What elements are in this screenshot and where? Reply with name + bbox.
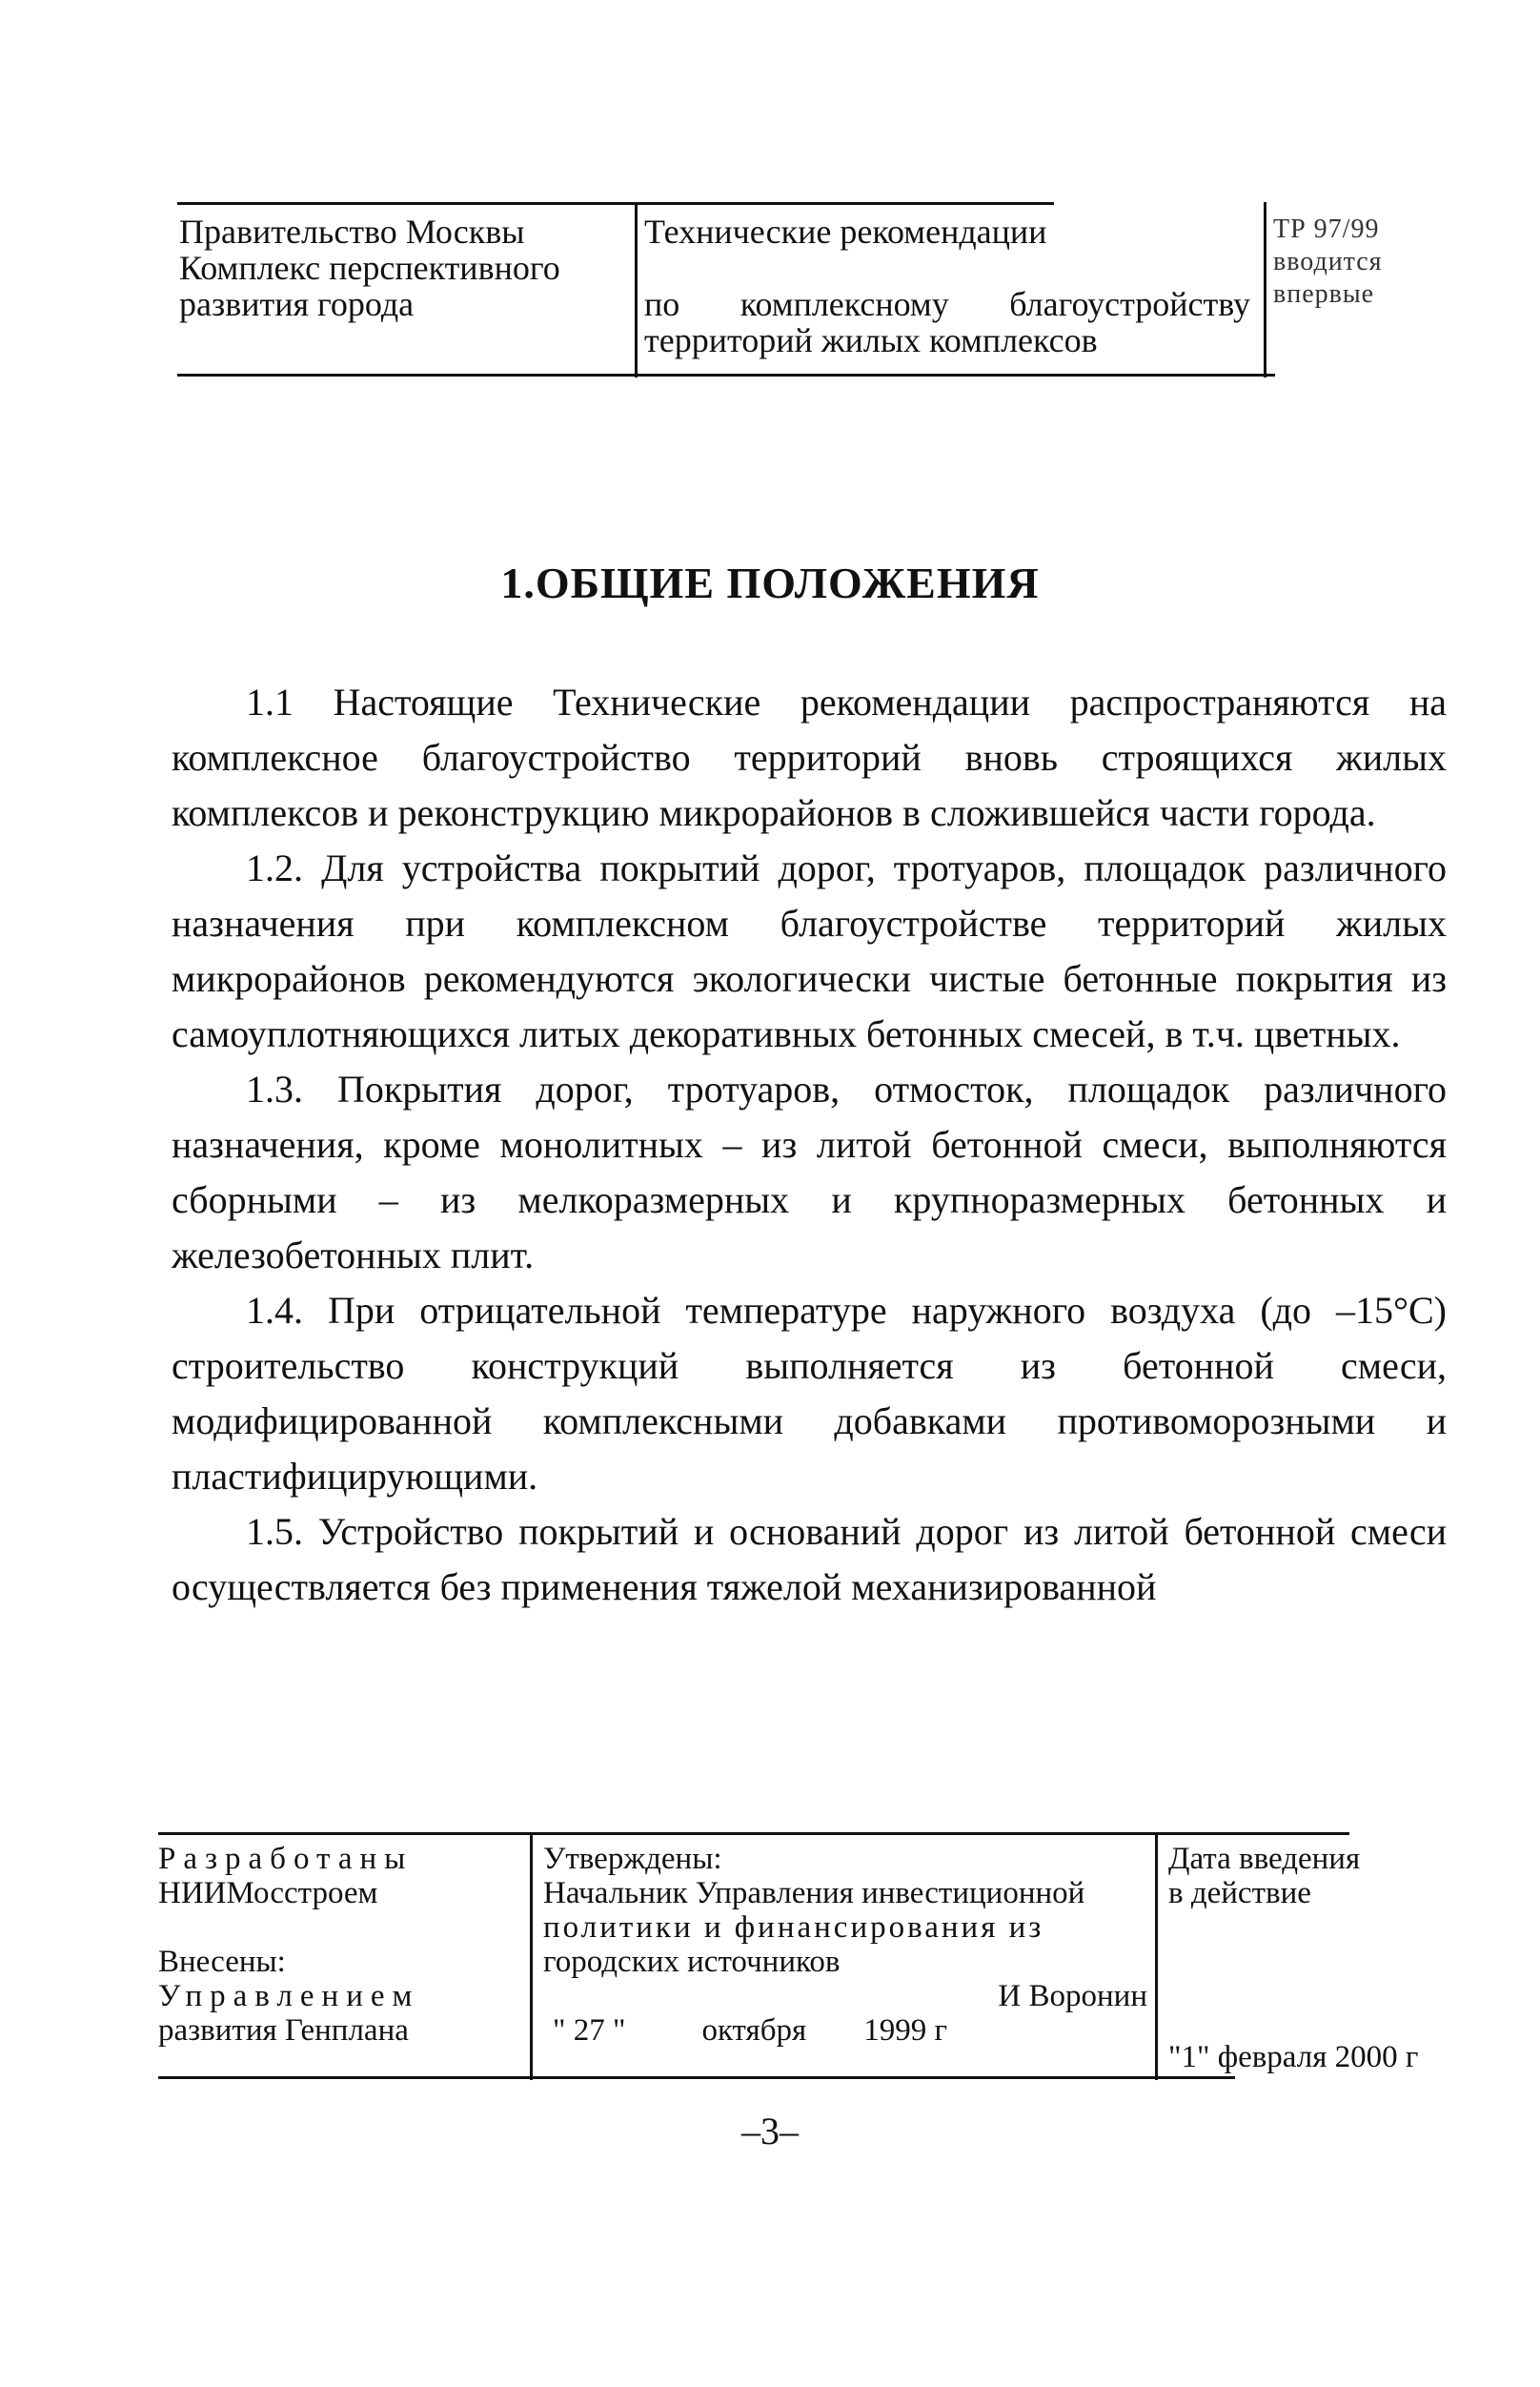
submitted-label: Внесены:	[158, 1945, 286, 1979]
page-number: –3–	[741, 2110, 799, 2152]
doc-code-line: вводится	[1273, 247, 1383, 276]
org-line: Комплекс перспективного	[179, 249, 560, 287]
footer-top-rule	[158, 1832, 1349, 1835]
approval-date	[543, 2013, 1147, 2048]
approved-by-line: городских источников	[543, 1945, 841, 1979]
doc-type: Технические рекомендации	[644, 213, 1047, 251]
footer-developers	[158, 1842, 492, 2048]
org-line: развития города	[179, 285, 415, 323]
paragraph: 1.1 Настоящие Технические рекомендации распространяются на комплексное благоустройство территорий вновь строящихся жилых комплексов и реконструкцию микрорайонов в сложившейся части города.	[172, 681, 1447, 834]
header-document-title	[644, 214, 1250, 358]
approver-name: И Воронин	[998, 1979, 1147, 2013]
header-bottom-rule	[177, 374, 1275, 377]
doc-code-line: ТР 97/99	[1273, 214, 1380, 244]
doc-subject-line: по комплексному благоустройству	[644, 285, 1250, 323]
approval-year: 1999 г	[863, 2013, 947, 2048]
developed-label: Разработаны	[158, 1842, 414, 1876]
org-line: Правительство Москвы	[179, 213, 525, 251]
paragraph: 1.2. Для устройства покрытий дорог, тротуаров, площадок различного назначения при комплексном благоустройстве территорий жилых микрорайонов рекомендуются экологически чистые бетонные покрытия из самоуплотняющихся литых декоративных бетонных смесей, в т.ч. цветных.	[172, 847, 1447, 1055]
effective-label-line: в действие	[1168, 1876, 1311, 1910]
effective-date: "1" февраля 2000 г	[1168, 2040, 1419, 2074]
footer-column-divider	[530, 1832, 533, 2080]
approved-by-line: политики и финансирования из	[543, 1910, 1044, 1945]
footer-bottom-rule	[158, 2076, 1235, 2079]
body-text	[172, 675, 1447, 1615]
header-document-code	[1273, 214, 1397, 311]
approved-label: Утверждены:	[543, 1842, 722, 1876]
doc-subject-line: территорий жилых комплексов	[644, 321, 1098, 359]
footer-effective-date	[1168, 1842, 1419, 2074]
footer-approval	[543, 1842, 1147, 2048]
approval-day: " 27 "	[553, 2013, 626, 2048]
header-column-divider	[1264, 202, 1266, 377]
footer-column-divider	[1155, 1832, 1158, 2080]
approved-by-line: Начальник Управления инвестиционной	[543, 1876, 1085, 1910]
header-table	[177, 202, 1383, 376]
header-column-divider	[635, 202, 638, 377]
paragraph: 1.5. Устройство покрытий и оснований дорог из литой бетонной смеси осуществляется без применения тяжелой механизированной	[172, 1510, 1447, 1608]
approval-month: октября	[701, 2013, 807, 2048]
paragraph: 1.4. При отрицательной температуре наружного воздуха (до –15°С) строительство конструкций выполняется из бетонной смеси, модифицированной комплексными добавками противоморозными и пластифицирующими.	[172, 1289, 1447, 1498]
header-top-rule	[177, 202, 1054, 205]
doc-code-line: впервые	[1273, 279, 1375, 309]
effective-label-line: Дата введения	[1168, 1842, 1361, 1876]
submitted-by-line: развития Генплана	[158, 2013, 409, 2048]
paragraph: 1.3. Покрытия дорог, тротуаров, отмосток, площадок различного назначения, кроме монолитных – из литой бетонной смеси, выполняются сборными – из мелкоразмерных и крупноразмерных бетонных и железобетонных плит.	[172, 1068, 1447, 1276]
section-title: 1.ОБЩИЕ ПОЛОЖЕНИЯ	[500, 559, 1040, 607]
submitted-by-line: Управлением	[158, 1979, 420, 2013]
header-organization	[179, 214, 627, 322]
footer-table	[158, 1832, 1419, 2082]
developed-by: НИИМосстроем	[158, 1876, 378, 1910]
